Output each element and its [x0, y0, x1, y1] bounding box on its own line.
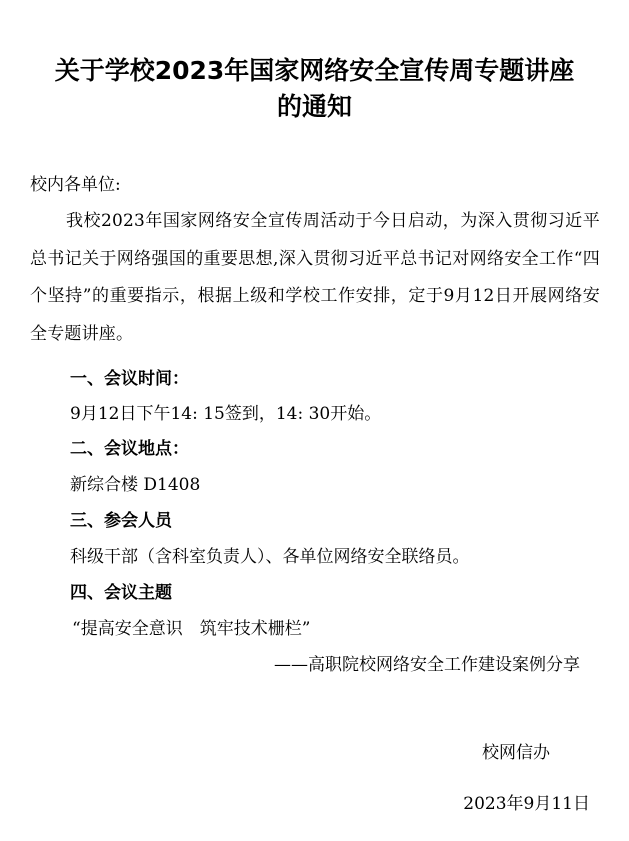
- document-title-line-1: 关于学校2023年国家网络安全宣传周专题讲座: [54, 56, 575, 85]
- section-theme-content: “提高安全意识 筑牢技术栅栏”: [72, 619, 311, 639]
- section-place-content: 新综合楼 D1408: [70, 475, 201, 495]
- section-theme-heading: 四、会议主题: [70, 583, 172, 603]
- section-place-heading: 二、会议地点：: [70, 439, 189, 459]
- intro-paragraph: 我校2023年国家网络安全宣传周活动于今日启动，为深入贯彻习近平总书记关于网络强国的重要思想,深入贯彻习近平总书记对网络安全工作“四个坚持”的重要指示，根据上级和学校工作安排，定于9月12日开展网络安全专题讲座。: [30, 211, 600, 344]
- section-time-heading: 一、会议时间：: [70, 369, 189, 389]
- salutation: 校内各单位:: [30, 175, 121, 195]
- section-attendees-heading: 三、参会人员: [70, 511, 172, 531]
- issuer-name: 校网信办: [482, 743, 550, 763]
- document-title-line-2: 的通知: [276, 92, 352, 121]
- section-attendees-content: 科级干部（含科室负责人）、各单位网络安全联络员。: [70, 547, 470, 567]
- section-time-content: 9月12日下午14: 15签到，14: 30开始。: [70, 404, 382, 424]
- section-theme-subtitle: ——高职院校网络安全工作建设案例分享: [274, 655, 580, 675]
- issue-date: 2023年9月11日: [463, 794, 590, 814]
